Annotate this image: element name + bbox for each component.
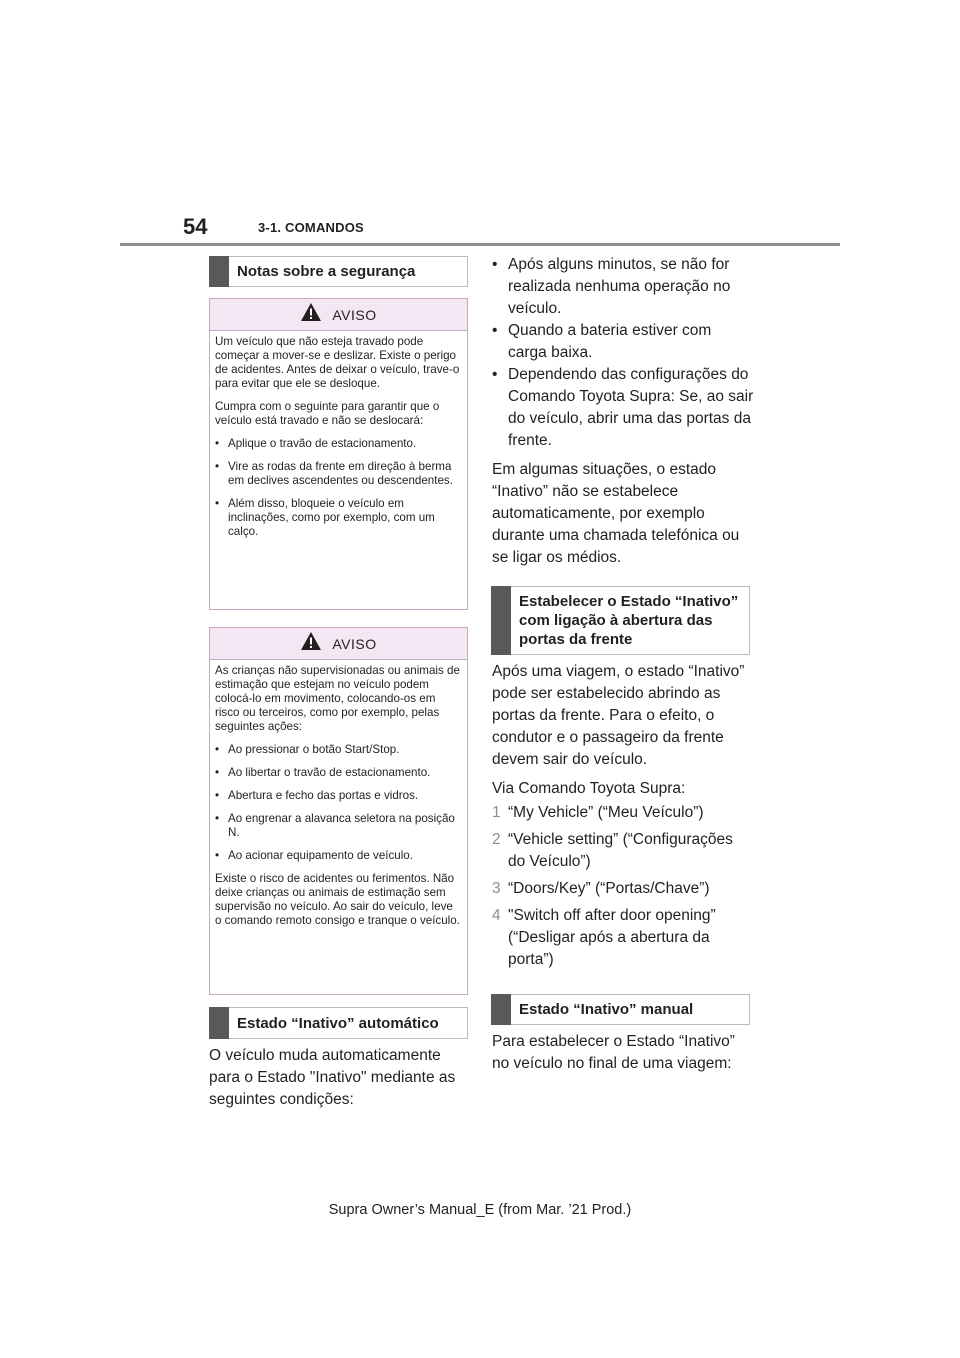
bullet-text: Abertura e fecho das portas e vidros. [228,789,419,802]
warning-bullet: • Ao acionar equipamento de veículo. [215,849,413,862]
manual-inactive-heading [491,994,750,1025]
auto-inactive-heading [209,1007,468,1039]
step-number: 2 [492,831,501,848]
step-item [492,802,754,824]
heading-bar [491,586,511,655]
step-text: “Doors/Key” (“Portas/Chave”) [508,880,710,897]
bullet-text: Ao libertar o travão de estacionamento. [228,766,431,779]
step-number: 4 [492,907,501,924]
manual-inactive-heading-text: Estado “Inativo” manual [519,1001,694,1018]
safety-heading [209,256,468,287]
warning-triangle-icon [300,631,322,656]
step-item [492,905,754,971]
list-item-text: Quando a bateria estiver com carga baixa. [508,322,712,361]
list-item: • Após alguns minutos, se não for realizada nenhuma operação no veículo. [492,254,754,320]
warning-paragraph: As crianças não supervisionadas ou animais de estimação que estejam no veículo podem colocá-lo em movimento, colocando-os em risco ou terceiros, como por exemplo, pelas seguintes ações: [215,664,460,733]
door-opening-text-block [492,661,754,976]
heading-bar [491,994,511,1025]
warning-header [210,628,467,660]
step-item [492,829,754,873]
warning-header [210,299,467,331]
page-number: 54 [183,214,208,239]
section-title: 3-1. COMANDOS [258,220,364,235]
via-label: Via Comando Toyota Supra: [492,780,686,797]
paragraph: Após uma viagem, o estado “Inativo” pode ser estabelecido abrindo as portas da frente. Para o efeito, o condutor e o passageiro da frente devem sair do veículo. [492,663,745,768]
door-opening-heading [491,586,750,655]
auto-inactive-paragraph: O veículo muda automaticamente para o Estado "Inativo" mediante as seguintes condições: [209,1047,456,1108]
bullet-text: Ao acionar equipamento de veículo. [228,849,413,862]
bullet-text: Ao pressionar o botão Start/Stop. [228,743,400,756]
bullet-text: Vire as rodas da frente em direção à berma em declives ascendentes ou descendentes. [228,460,453,487]
warning-body [210,331,467,545]
list-item-text: Dependendo das configurações do Comando Toyota Supra: Se, ao sair do veículo, abrir uma das portas da frente. [508,366,754,449]
bullet-text: Ao engrenar a alavanca seletora na posição N. [228,812,455,839]
warning-paragraph: Cumpra com o seguinte para garantir que o veículo está travado e não se deslocará: [215,400,440,427]
list-item: • Quando a bateria estiver com carga baixa. [492,320,754,364]
warning-paragraph: Existe o risco de acidentes ou ferimentos. Não deixe crianças ou animais de estimação sem supervisão no veículo. Ao sair do veículo, leve o comando remoto consigo e tranque o veículo. [215,872,460,927]
warning-bullet: • Ao pressionar o botão Start/Stop. [215,743,400,756]
warning-bullet: • Além disso, bloqueie o veículo em inclinações, como por exemplo, com um calço. [215,497,461,539]
conditions-list [492,254,754,569]
warning-bullet: • Ao libertar o travão de estacionamento. [215,766,431,779]
step-item [492,878,754,900]
auto-inactive-text-block [209,1045,471,1111]
step-number: 3 [492,880,501,897]
paragraph: Para estabelecer o Estado “Inativo” no veículo no final de uma viagem: [492,1033,735,1072]
bullet-text: Aplique o travão de estacionamento. [228,437,417,450]
door-opening-heading-text: Estabelecer o Estado “Inativo” com ligação à abertura das portas da frente [519,593,739,648]
warning-box-1 [209,298,468,610]
warning-box-2 [209,627,468,995]
warning-bullet: • Abertura e fecho das portas e vidros. [215,789,419,802]
step-text: “My Vehicle” (“Meu Veículo”) [508,804,704,821]
warning-title: AVISO [332,306,377,323]
list-item: • Dependendo das configurações do Comando Toyota Supra: Se, ao sair do veículo, abrir uma das portas da frente. [492,364,754,452]
warning-bullet: • Aplique o travão de estacionamento. [215,437,417,450]
step-number: 1 [492,804,501,821]
step-text: "Switch off after door opening” (“Desligar após a abertura da porta”) [508,907,716,968]
warning-bullet: • Vire as rodas da frente em direção à berma em declives ascendentes ou descendentes. [215,460,461,488]
auto-inactive-heading-text: Estado “Inativo” automático [237,1014,439,1032]
step-text: “Vehicle setting” (“Configurações do Veículo”) [508,831,733,870]
bullet-text: Além disso, bloqueie o veículo em inclinações, como por exemplo, com um calço. [228,497,435,538]
heading-bar [209,256,229,287]
header-divider [120,243,840,246]
warning-paragraph: Um veículo que não esteja travado pode começar a mover-se e deslizar. Existe o perigo de acidentes. Antes de deixar o veículo, trave-o para evitar que ele se desloque. [215,335,460,390]
warning-title: AVISO [332,635,377,652]
warning-bullet: • Ao engrenar a alavanca seletora na posição N. [215,812,461,840]
footer-text: Supra Owner’s Manual_E (from Mar. ’21 Prod.) [328,1202,632,1218]
paragraph: Em algumas situações, o estado “Inativo” não se estabelece automaticamente, por exemplo durante uma chamada telefónica ou se ligar os médios. [492,461,740,566]
heading-bar [209,1007,229,1039]
safety-heading-text: Notas sobre a segurança [237,263,416,280]
warning-body [210,660,467,934]
manual-inactive-text-block [492,1031,754,1075]
list-item-text: Após alguns minutos, se não for realizada nenhuma operação no veículo. [508,256,731,317]
warning-triangle-icon [300,302,322,327]
